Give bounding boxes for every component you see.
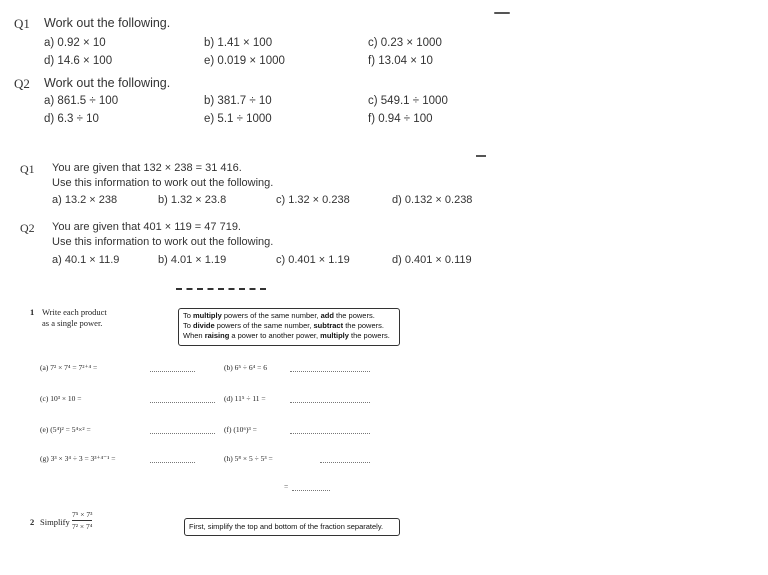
ex1-q1-item-d: d) 14.6 × 100 — [44, 55, 113, 67]
ex1-q1-instruction: Work out the following. — [44, 16, 171, 30]
ex3-q2-number: 2 — [30, 517, 35, 527]
ex2-q2-item-c: c) 0.401 × 1.19 — [276, 254, 350, 266]
ex2-q1-item-b: b) 1.32 × 23.8 — [158, 194, 227, 206]
ex2-q2-item-d: d) 0.401 × 0.119 — [392, 254, 472, 266]
ex1-q1-item-a: a) 0.92 × 10 — [44, 37, 106, 49]
answer-line-c — [150, 402, 215, 403]
ex1-q2-number: Q2 — [14, 76, 30, 91]
answer-line-b — [290, 371, 370, 372]
ex1-q2-item-b: b) 381.7 ÷ 10 — [204, 95, 272, 107]
ex1-q2-item-a: a) 861.5 ÷ 100 — [44, 95, 119, 107]
ex3-extra-equals: = — [284, 482, 289, 491]
ex1-q2-item-d: d) 6.3 ÷ 10 — [44, 113, 99, 125]
ex2-q1-number: Q1 — [20, 162, 35, 176]
ex2-q1-item-d: d) 0.132 × 0.238 — [392, 194, 473, 206]
ex2-q2-item-a: a) 40.1 × 11.9 — [52, 254, 120, 266]
answer-line-g — [150, 462, 195, 463]
ex3-q2-fraction — [72, 510, 92, 531]
answer-line-a — [150, 371, 195, 372]
ex1-q1-item-f: f) 13.04 × 10 — [368, 55, 433, 67]
ex1-q1-item-c: c) 0.23 × 1000 — [368, 37, 442, 49]
ex3-part-e: (e) (5⁴)² = 5⁴×² = — [40, 425, 91, 434]
ex2-q1-item-c: c) 1.32 × 0.238 — [276, 194, 350, 206]
answer-line-d — [290, 402, 370, 403]
ex3-part-d: (d) 11⁵ ÷ 11 = — [224, 394, 266, 403]
rule-power: When raising a power to another power, multiply the powers. — [183, 331, 390, 340]
simplify-hint-box — [184, 518, 400, 536]
ex1-q2-item-f: f) 0.94 ÷ 100 — [368, 113, 433, 125]
ex2-q1-instruction: Use this information to work out the following. — [52, 177, 274, 189]
ex3-part-h: (h) 5⁸ × 5 ÷ 5³ = — [224, 454, 273, 463]
answer-line-h — [320, 462, 370, 463]
ex1-q2-item-e: e) 5.1 ÷ 1000 — [204, 113, 272, 125]
ex1-q2-item-c: c) 549.1 ÷ 1000 — [368, 95, 448, 107]
section-divider — [176, 288, 266, 290]
ex2-q1-item-a: a) 13.2 × 238 — [52, 194, 118, 206]
ex3-q1-line2: as a single power. — [42, 318, 103, 328]
simplify-hint-text: First, simplify the top and bottom of the fraction separately. — [189, 522, 384, 531]
ex1-q1-number: Q1 — [14, 16, 30, 31]
rules-hint-box — [178, 308, 400, 346]
ex1-q1-item-e: e) 0.019 × 1000 — [204, 55, 285, 67]
ex3-part-f: (f) (10⁶)³ = — [224, 425, 257, 434]
fraction-numerator: 7⁵ × 7³ — [72, 510, 93, 519]
ex2-q2-given: You are given that 401 × 119 = 47 719. — [52, 221, 241, 233]
answer-line-e — [150, 433, 215, 434]
answer-line-f — [290, 433, 370, 434]
ex2-q2-item-b: b) 4.01 × 1.19 — [158, 254, 227, 266]
ex3-q1-number: 1 — [30, 307, 35, 317]
ex3-part-g: (g) 3³ × 3⁴ ÷ 3 = 3³⁺⁴⁻¹ = — [40, 454, 116, 463]
fraction-bar — [72, 520, 92, 521]
rule-multiply: To multiply powers of the same number, add the powers. — [183, 311, 375, 320]
ex1-q1-item-b: b) 1.41 × 100 — [204, 37, 273, 49]
answer-line-extra — [292, 490, 330, 491]
fraction-denominator: 7² × 7⁴ — [72, 522, 93, 531]
ex3-part-a: (a) 7² × 7⁴ = 7²⁺⁴ = — [40, 363, 98, 372]
ex2-q2-instruction: Use this information to work out the following. — [52, 236, 274, 248]
rule-divide: To divide powers of the same number, subtract the powers. — [183, 321, 384, 330]
ex2-q2-number: Q2 — [20, 221, 35, 235]
ex2-q1-given: You are given that 132 × 238 = 31 416. — [52, 162, 242, 174]
edge-mark — [476, 155, 486, 157]
ex3-part-c: (c) 10³ × 10 = — [40, 394, 82, 403]
ex3-part-b: (b) 6⁵ ÷ 6⁴ = 6 — [224, 363, 267, 372]
ex3-q2-label: Simplify — [40, 517, 70, 527]
ex1-q2-instruction: Work out the following. — [44, 76, 171, 90]
ex3-q1-line1: Write each product — [42, 307, 107, 317]
edge-mark — [494, 12, 510, 14]
